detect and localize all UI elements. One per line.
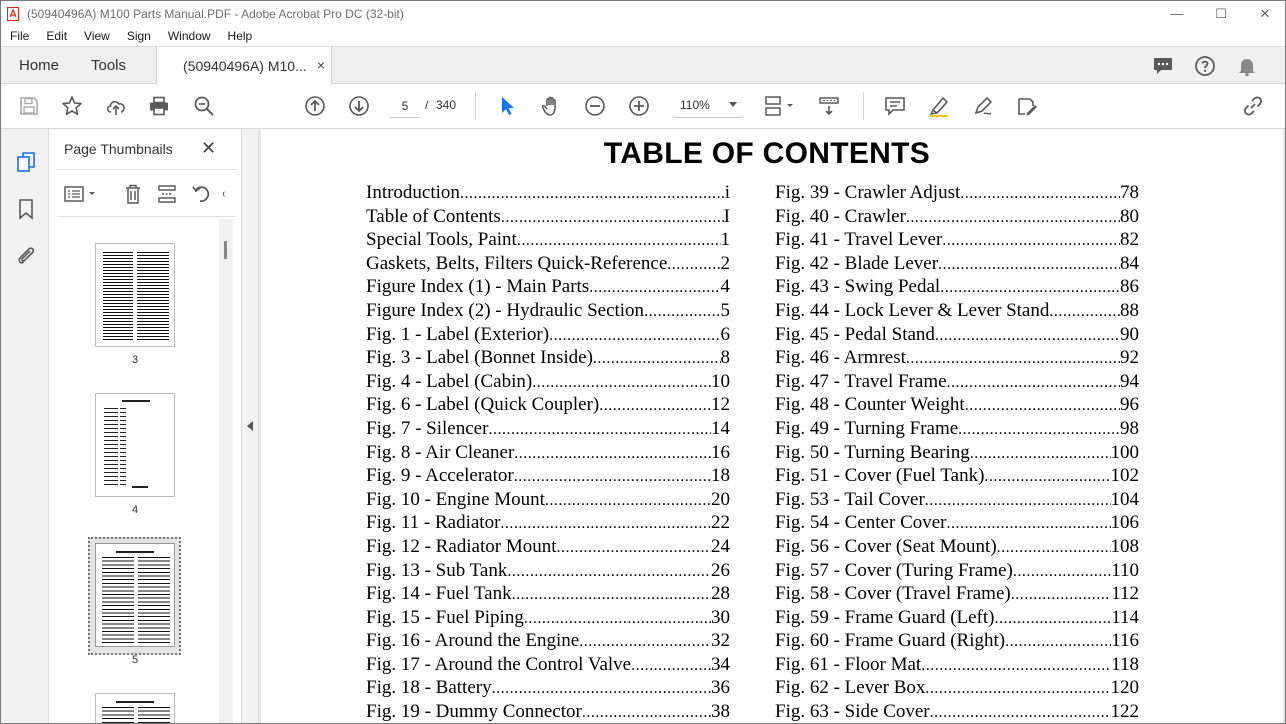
- toc-entry[interactable]: [775, 465, 1139, 489]
- thumbnail-page-number: 3: [131, 354, 139, 366]
- toc-entry-page: 94: [1120, 370, 1139, 392]
- toc-entry-title: Fig. 59 - Frame Guard (Left): [775, 606, 995, 628]
- toc-entry[interactable]: [366, 300, 730, 324]
- thumbnail-page-number: 4: [131, 504, 139, 516]
- tab-document-label: (50940496A) M10...: [183, 58, 307, 74]
- menu-help[interactable]: Help: [227, 29, 253, 43]
- toc-entry-page: 106: [1110, 512, 1139, 534]
- toc-leader-dots: [532, 374, 711, 392]
- toc-entry-title: Fig. 7 - Silencer: [366, 417, 489, 439]
- window-title: (50940496A) M100 Parts Manual.PDF - Adobe Acrobat Pro DC (32-bit): [27, 6, 404, 21]
- thumbnail-image: [95, 243, 175, 347]
- document-viewport[interactable]: [259, 129, 1286, 724]
- toc-entry-title: Fig. 13 - Sub Tank: [366, 559, 508, 581]
- toc-leader-dots: [938, 256, 1120, 274]
- toc-leader-dots: [906, 350, 1120, 368]
- toc-entry[interactable]: [775, 300, 1139, 324]
- toc-entry[interactable]: [775, 253, 1139, 277]
- toc-entry[interactable]: [366, 677, 730, 701]
- hand-tool-icon[interactable]: [539, 94, 563, 118]
- toc-leader-dots: [492, 680, 711, 698]
- toc-entry-title: Fig. 3 - Label (Bonnet Inside): [366, 347, 593, 369]
- toc-entry-title: Fig. 58 - Cover (Travel Frame): [775, 583, 1011, 605]
- toc-entry-title: Fig. 47 - Travel Frame: [775, 370, 947, 392]
- thumbnail-image: [95, 543, 175, 647]
- menu-file[interactable]: File: [10, 29, 30, 43]
- draw-pencil-icon[interactable]: [971, 94, 995, 118]
- toc-entry[interactable]: [366, 654, 730, 678]
- toolbar-divider: [475, 92, 476, 120]
- document-heading: TABLE OF CONTENTS: [603, 137, 931, 170]
- toc-entry-page: 32: [711, 630, 730, 652]
- toc-entry-page: 116: [1111, 630, 1139, 652]
- toc-entry-page: 34: [711, 653, 730, 675]
- toc-leader-dots: [507, 563, 711, 581]
- fill-sign-icon[interactable]: [1015, 94, 1039, 118]
- toc-leader-dots: [460, 185, 725, 203]
- toc-leader-dots: [644, 303, 720, 321]
- toc-leader-dots: [906, 209, 1120, 227]
- toc-entry[interactable]: [775, 607, 1139, 631]
- toc-entry-page: 110: [1111, 559, 1139, 581]
- zoom-in-icon[interactable]: [627, 94, 651, 118]
- pdf-app-icon: [7, 7, 19, 21]
- minimize-button[interactable]: —: [1170, 6, 1184, 21]
- toc-entry-page: 28: [711, 583, 730, 605]
- toc-entry-title: Fig. 63 - Side Cover: [775, 701, 930, 723]
- toc-entry-title: Fig. 14 - Fuel Tank: [366, 583, 512, 605]
- toc-entry-title: Fig. 18 - Battery: [366, 677, 492, 699]
- toc-leader-dots: [1005, 633, 1111, 651]
- toc-leader-dots: [940, 279, 1120, 297]
- find-zoom-icon[interactable]: [192, 94, 216, 118]
- scrollbar-thumb[interactable]: [224, 241, 227, 259]
- toc-entry[interactable]: [366, 253, 730, 277]
- toc-entry[interactable]: [775, 347, 1139, 371]
- page-thumbnails-panel: [49, 129, 241, 724]
- toc-entry-page: 2: [720, 252, 730, 274]
- toc-entry-title: Table of Contents: [366, 205, 501, 227]
- page-separator: /: [425, 98, 429, 112]
- toc-entry-page: 30: [711, 606, 730, 628]
- toc-entry-title: Figure Index (2) - Hydraulic Section: [366, 299, 645, 321]
- toc-entry-page: 12: [711, 394, 730, 416]
- toc-entry-title: Special Tools, Paint: [366, 229, 517, 251]
- toc-entry-title: Fig. 15 - Fuel Piping: [366, 606, 524, 628]
- toc-leader-dots: [524, 610, 711, 628]
- toc-entry-title: Fig. 45 - Pedal Stand: [775, 323, 935, 345]
- collapse-arrow-icon: [247, 421, 253, 431]
- close-panel-icon[interactable]: ✕: [201, 138, 217, 158]
- toc-entry[interactable]: [775, 560, 1139, 584]
- toc-entry-title: Fig. 57 - Cover (Turing Frame): [775, 559, 1013, 581]
- toc-entry-page: 92: [1120, 347, 1139, 369]
- toc-entry[interactable]: [775, 206, 1139, 230]
- toc-entry-page: 88: [1120, 299, 1139, 321]
- toc-leader-dots: [517, 232, 721, 250]
- toc-entry[interactable]: [775, 701, 1139, 724]
- thumbnail-image: [95, 693, 175, 724]
- toc-entry[interactable]: [775, 418, 1139, 442]
- toc-entry[interactable]: [775, 324, 1139, 348]
- toc-leader-dots: [667, 256, 720, 274]
- toc-entry-title: Fig. 62 - Lever Box: [775, 677, 926, 699]
- left-navigation-rail: [1, 129, 49, 724]
- toc-entry[interactable]: [775, 371, 1139, 395]
- toc-entry[interactable]: [775, 229, 1139, 253]
- toc-entry-title: Gaskets, Belts, Filters Quick-Reference: [366, 252, 668, 274]
- toc-leader-dots: [965, 397, 1120, 415]
- toc-entry-title: Fig. 60 - Frame Guard (Right): [775, 630, 1006, 652]
- toc-leader-dots: [947, 374, 1120, 392]
- toc-entry-page: 90: [1120, 323, 1139, 345]
- toc-entry[interactable]: [366, 324, 730, 348]
- toc-leader-dots: [631, 657, 711, 675]
- toc-entry-title: Fig. 8 - Air Cleaner: [366, 441, 515, 463]
- toc-entry[interactable]: [775, 630, 1139, 654]
- print-icon[interactable]: [147, 94, 171, 118]
- toc-entry[interactable]: [775, 583, 1139, 607]
- toc-entry-title: Fig. 4 - Label (Cabin): [366, 370, 533, 392]
- scrolling-mode-icon[interactable]: [817, 94, 841, 118]
- toc-entry[interactable]: [366, 394, 730, 418]
- toc-entry-page: 100: [1110, 441, 1139, 463]
- toc-entry-page: 122: [1110, 701, 1139, 723]
- toc-entry-page: 16: [711, 441, 730, 463]
- toc-entry-page: 1: [720, 229, 730, 251]
- toc-entry[interactable]: [775, 677, 1139, 701]
- toc-entry-title: Fig. 61 - Floor Mat: [775, 653, 922, 675]
- bookmark-star-icon[interactable]: [60, 94, 84, 118]
- help-icon[interactable]: [1193, 54, 1217, 78]
- close-tab-icon[interactable]: ×: [316, 57, 325, 73]
- toc-leader-dots: [500, 515, 711, 533]
- toc-leader-dots: [589, 279, 720, 297]
- toc-leader-dots: [501, 209, 724, 227]
- toc-leader-dots: [995, 610, 1112, 628]
- toc-entry-title: Fig. 42 - Blade Lever: [775, 252, 939, 274]
- toc-entry-page: 118: [1111, 653, 1139, 675]
- toc-leader-dots: [512, 586, 711, 604]
- toc-entry[interactable]: [775, 654, 1139, 678]
- thumbnail-scrollbar[interactable]: [219, 219, 233, 724]
- toc-entry-page: 112: [1111, 583, 1139, 605]
- thumbnail-toolbar: [57, 169, 237, 217]
- toc-entry-page: 114: [1111, 606, 1139, 628]
- toc-entry-page: 5: [720, 299, 730, 321]
- toc-entry[interactable]: [775, 489, 1139, 513]
- toc-leader-dots: [925, 492, 1111, 510]
- toc-entry[interactable]: [366, 371, 730, 395]
- notifications-bell-icon[interactable]: [1235, 54, 1259, 78]
- toc-entry[interactable]: [366, 536, 730, 560]
- delete-trash-icon[interactable]: [121, 182, 145, 206]
- collapse-panel-handle[interactable]: [241, 129, 259, 724]
- toc-entry-page: 82: [1120, 229, 1139, 251]
- toc-entry-title: Fig. 16 - Around the Engine: [366, 630, 580, 652]
- menu-window[interactable]: Window: [167, 29, 211, 43]
- thumbnail-list: [49, 219, 219, 724]
- toc-entry-page: 24: [711, 535, 730, 557]
- toc-entry-page: 102: [1110, 465, 1139, 487]
- title-bar: [1, 1, 1286, 26]
- toc-leader-dots: [545, 492, 711, 510]
- toc-entry-title: Fig. 53 - Tail Cover: [775, 488, 925, 510]
- tab-tools[interactable]: Tools: [91, 57, 127, 74]
- toc-entry-title: Fig. 44 - Lock Lever & Lever Stand: [775, 299, 1050, 321]
- toc-entry-title: Fig. 48 - Counter Weight: [775, 394, 965, 416]
- add-comment-icon[interactable]: [883, 94, 907, 118]
- toc-entry-title: Fig. 10 - Engine Mount: [366, 488, 545, 510]
- toc-leader-dots: [958, 421, 1120, 439]
- toc-leader-dots: [488, 421, 711, 439]
- toc-entry[interactable]: [366, 701, 730, 724]
- menu-edit[interactable]: Edit: [46, 29, 68, 43]
- toc-entry-page: I: [723, 205, 730, 227]
- toc-leader-dots: [970, 445, 1111, 463]
- toc-entry-page: 6: [720, 323, 730, 345]
- previous-page-icon[interactable]: [303, 94, 327, 118]
- toc-leader-dots: [557, 539, 711, 557]
- upload-cloud-icon[interactable]: [104, 94, 128, 118]
- toc-entry[interactable]: [366, 512, 730, 536]
- toc-leader-dots: [1049, 303, 1120, 321]
- toc-leader-dots: [947, 515, 1111, 533]
- toc-leader-dots: [930, 704, 1111, 722]
- toc-entry-page: 104: [1110, 488, 1139, 510]
- save-icon[interactable]: [17, 94, 41, 118]
- toc-leader-dots: [593, 350, 721, 368]
- close-window-button[interactable]: ✕: [1259, 5, 1271, 21]
- toc-entry-page: 120: [1110, 677, 1139, 699]
- toc-leader-dots: [599, 397, 711, 415]
- toc-entry[interactable]: [366, 182, 730, 206]
- toc-entry-title: Introduction: [366, 182, 460, 203]
- toc-entry[interactable]: [775, 442, 1139, 466]
- toc-entry-title: Fig. 9 - Accelerator: [366, 465, 514, 487]
- main-toolbar: [1, 84, 1286, 129]
- toc-entry-title: Fig. 17 - Around the Control Valve: [366, 653, 632, 675]
- toc-entry[interactable]: [775, 182, 1139, 206]
- share-link-icon[interactable]: [1241, 94, 1265, 118]
- toc-entry-title: Fig. 12 - Radiator Mount: [366, 535, 557, 557]
- page-display-icon[interactable]: [763, 94, 797, 118]
- toc-leader-dots: [582, 704, 711, 722]
- thumbnail-page-number: 5: [131, 654, 139, 666]
- toc-entry[interactable]: [366, 442, 730, 466]
- insert-pages-icon[interactable]: [155, 182, 179, 206]
- toc-entry-title: Fig. 39 - Crawler Adjust: [775, 182, 961, 203]
- rotate-page-icon[interactable]: [189, 182, 213, 206]
- toc-entry-title: Fig. 11 - Radiator: [366, 512, 501, 534]
- toc-entry-page: 20: [711, 488, 730, 510]
- more-tools-icon[interactable]: [221, 182, 231, 206]
- toc-entry-page: 26: [711, 559, 730, 581]
- toc-entry-title: Fig. 6 - Label (Quick Coupler): [366, 394, 600, 416]
- toc-leader-dots: [942, 232, 1120, 250]
- toc-leader-dots: [514, 445, 711, 463]
- toc-leader-dots: [1011, 586, 1111, 604]
- toc-entry-page: 96: [1120, 394, 1139, 416]
- toc-entry[interactable]: [366, 347, 730, 371]
- toc-entry[interactable]: [366, 583, 730, 607]
- toc-entry[interactable]: [775, 512, 1139, 536]
- toc-leader-dots: [925, 680, 1110, 698]
- toc-entry[interactable]: [366, 489, 730, 513]
- toc-entry[interactable]: [775, 536, 1139, 560]
- comment-icon[interactable]: [1151, 54, 1175, 78]
- toc-entry-page: 18: [711, 465, 730, 487]
- options-menu-icon[interactable]: [63, 182, 99, 206]
- toc-entry-page: 14: [711, 417, 730, 439]
- toc-entry-page: 36: [711, 677, 730, 699]
- thumbnail-image: [95, 393, 175, 497]
- zoom-level-dropdown[interactable]: [673, 94, 743, 118]
- page-thumbnails-icon[interactable]: [13, 149, 39, 175]
- toc-entry-page: 38: [711, 701, 730, 723]
- toc-entry-page: i: [724, 182, 730, 203]
- maximize-button[interactable]: ☐: [1215, 5, 1227, 21]
- toc-entry-title: Fig. 51 - Cover (Fuel Tank): [775, 465, 985, 487]
- menu-sign[interactable]: Sign: [126, 29, 151, 43]
- toc-leader-dots: [1013, 563, 1111, 581]
- toc-leader-dots: [921, 657, 1111, 675]
- toc-leader-dots: [984, 468, 1110, 486]
- toc-entry[interactable]: [366, 630, 730, 654]
- toc-entry-title: Fig. 49 - Turning Frame: [775, 417, 959, 439]
- toc-entry[interactable]: [366, 418, 730, 442]
- toc-entry-page: 86: [1120, 276, 1139, 298]
- toc-entry-title: Fig. 56 - Cover (Seat Mount): [775, 535, 997, 557]
- toc-leader-dots: [549, 327, 720, 345]
- toc-entry-page: 80: [1120, 205, 1139, 227]
- toc-entry-page: 22: [711, 512, 730, 534]
- panel-title: Page Thumbnails: [64, 141, 173, 157]
- toc-leader-dots: [960, 185, 1120, 203]
- toc-entry-page: 8: [720, 347, 730, 369]
- pdf-page: [261, 129, 1283, 724]
- toc-entry[interactable]: [366, 206, 730, 230]
- page-number-input[interactable]: [390, 94, 420, 118]
- toc-entry[interactable]: [366, 465, 730, 489]
- toc-leader-dots: [514, 468, 711, 486]
- toolbar-divider: [863, 92, 864, 120]
- toc-entry-title: Fig. 19 - Dummy Connector: [366, 701, 582, 723]
- toc-entry[interactable]: [775, 276, 1139, 300]
- toc-leader-dots: [935, 327, 1120, 345]
- toc-entry[interactable]: [366, 276, 730, 300]
- chevron-down-icon: [729, 102, 737, 107]
- toc-entry-title: Fig. 50 - Turning Bearing: [775, 441, 970, 463]
- toc-entry-page: 10: [711, 370, 730, 392]
- toc-entry-page: 84: [1120, 252, 1139, 274]
- page-total: 340: [436, 98, 457, 112]
- toc-entry-page: 4: [720, 276, 730, 298]
- toc-entry-title: Fig. 41 - Travel Lever: [775, 229, 943, 251]
- menu-view[interactable]: View: [84, 29, 110, 43]
- toc-entry-page: 108: [1110, 535, 1139, 557]
- bookmarks-icon[interactable]: [13, 196, 39, 222]
- toc-leader-dots: [579, 633, 711, 651]
- select-cursor-icon[interactable]: [495, 94, 519, 118]
- attachments-paperclip-icon[interactable]: [13, 242, 39, 268]
- toc-entry-page: 78: [1120, 182, 1139, 203]
- menu-bar: [1, 26, 1286, 46]
- zoom-level-value: 110%: [680, 98, 710, 112]
- tab-home[interactable]: Home: [19, 57, 60, 74]
- toc-entry-page: 98: [1120, 417, 1139, 439]
- toc-leader-dots: [997, 539, 1111, 557]
- toc-entry-title: Fig. 40 - Crawler: [775, 205, 906, 227]
- toc-entry-title: Fig. 1 - Label (Exterior): [366, 323, 550, 345]
- toc-entry-title: Fig. 54 - Center Cover: [775, 512, 947, 534]
- tab-document[interactable]: [156, 47, 332, 85]
- toc-entry-title: Fig. 43 - Swing Pedal: [775, 276, 941, 298]
- toc-entry-title: Figure Index (1) - Main Parts: [366, 276, 590, 298]
- tab-bar: [1, 46, 1286, 84]
- toc-entry[interactable]: [775, 394, 1139, 418]
- zoom-out-icon[interactable]: [583, 94, 607, 118]
- next-page-icon[interactable]: [347, 94, 371, 118]
- toc-entry[interactable]: [366, 607, 730, 631]
- highlight-pen-icon[interactable]: [927, 94, 951, 118]
- toc-entry[interactable]: [366, 560, 730, 584]
- toc-right-column: [775, 182, 1139, 724]
- toc-entry-title: Fig. 46 - Armrest: [775, 347, 906, 369]
- toc-entry[interactable]: [366, 229, 730, 253]
- toc-left-column: [366, 182, 730, 724]
